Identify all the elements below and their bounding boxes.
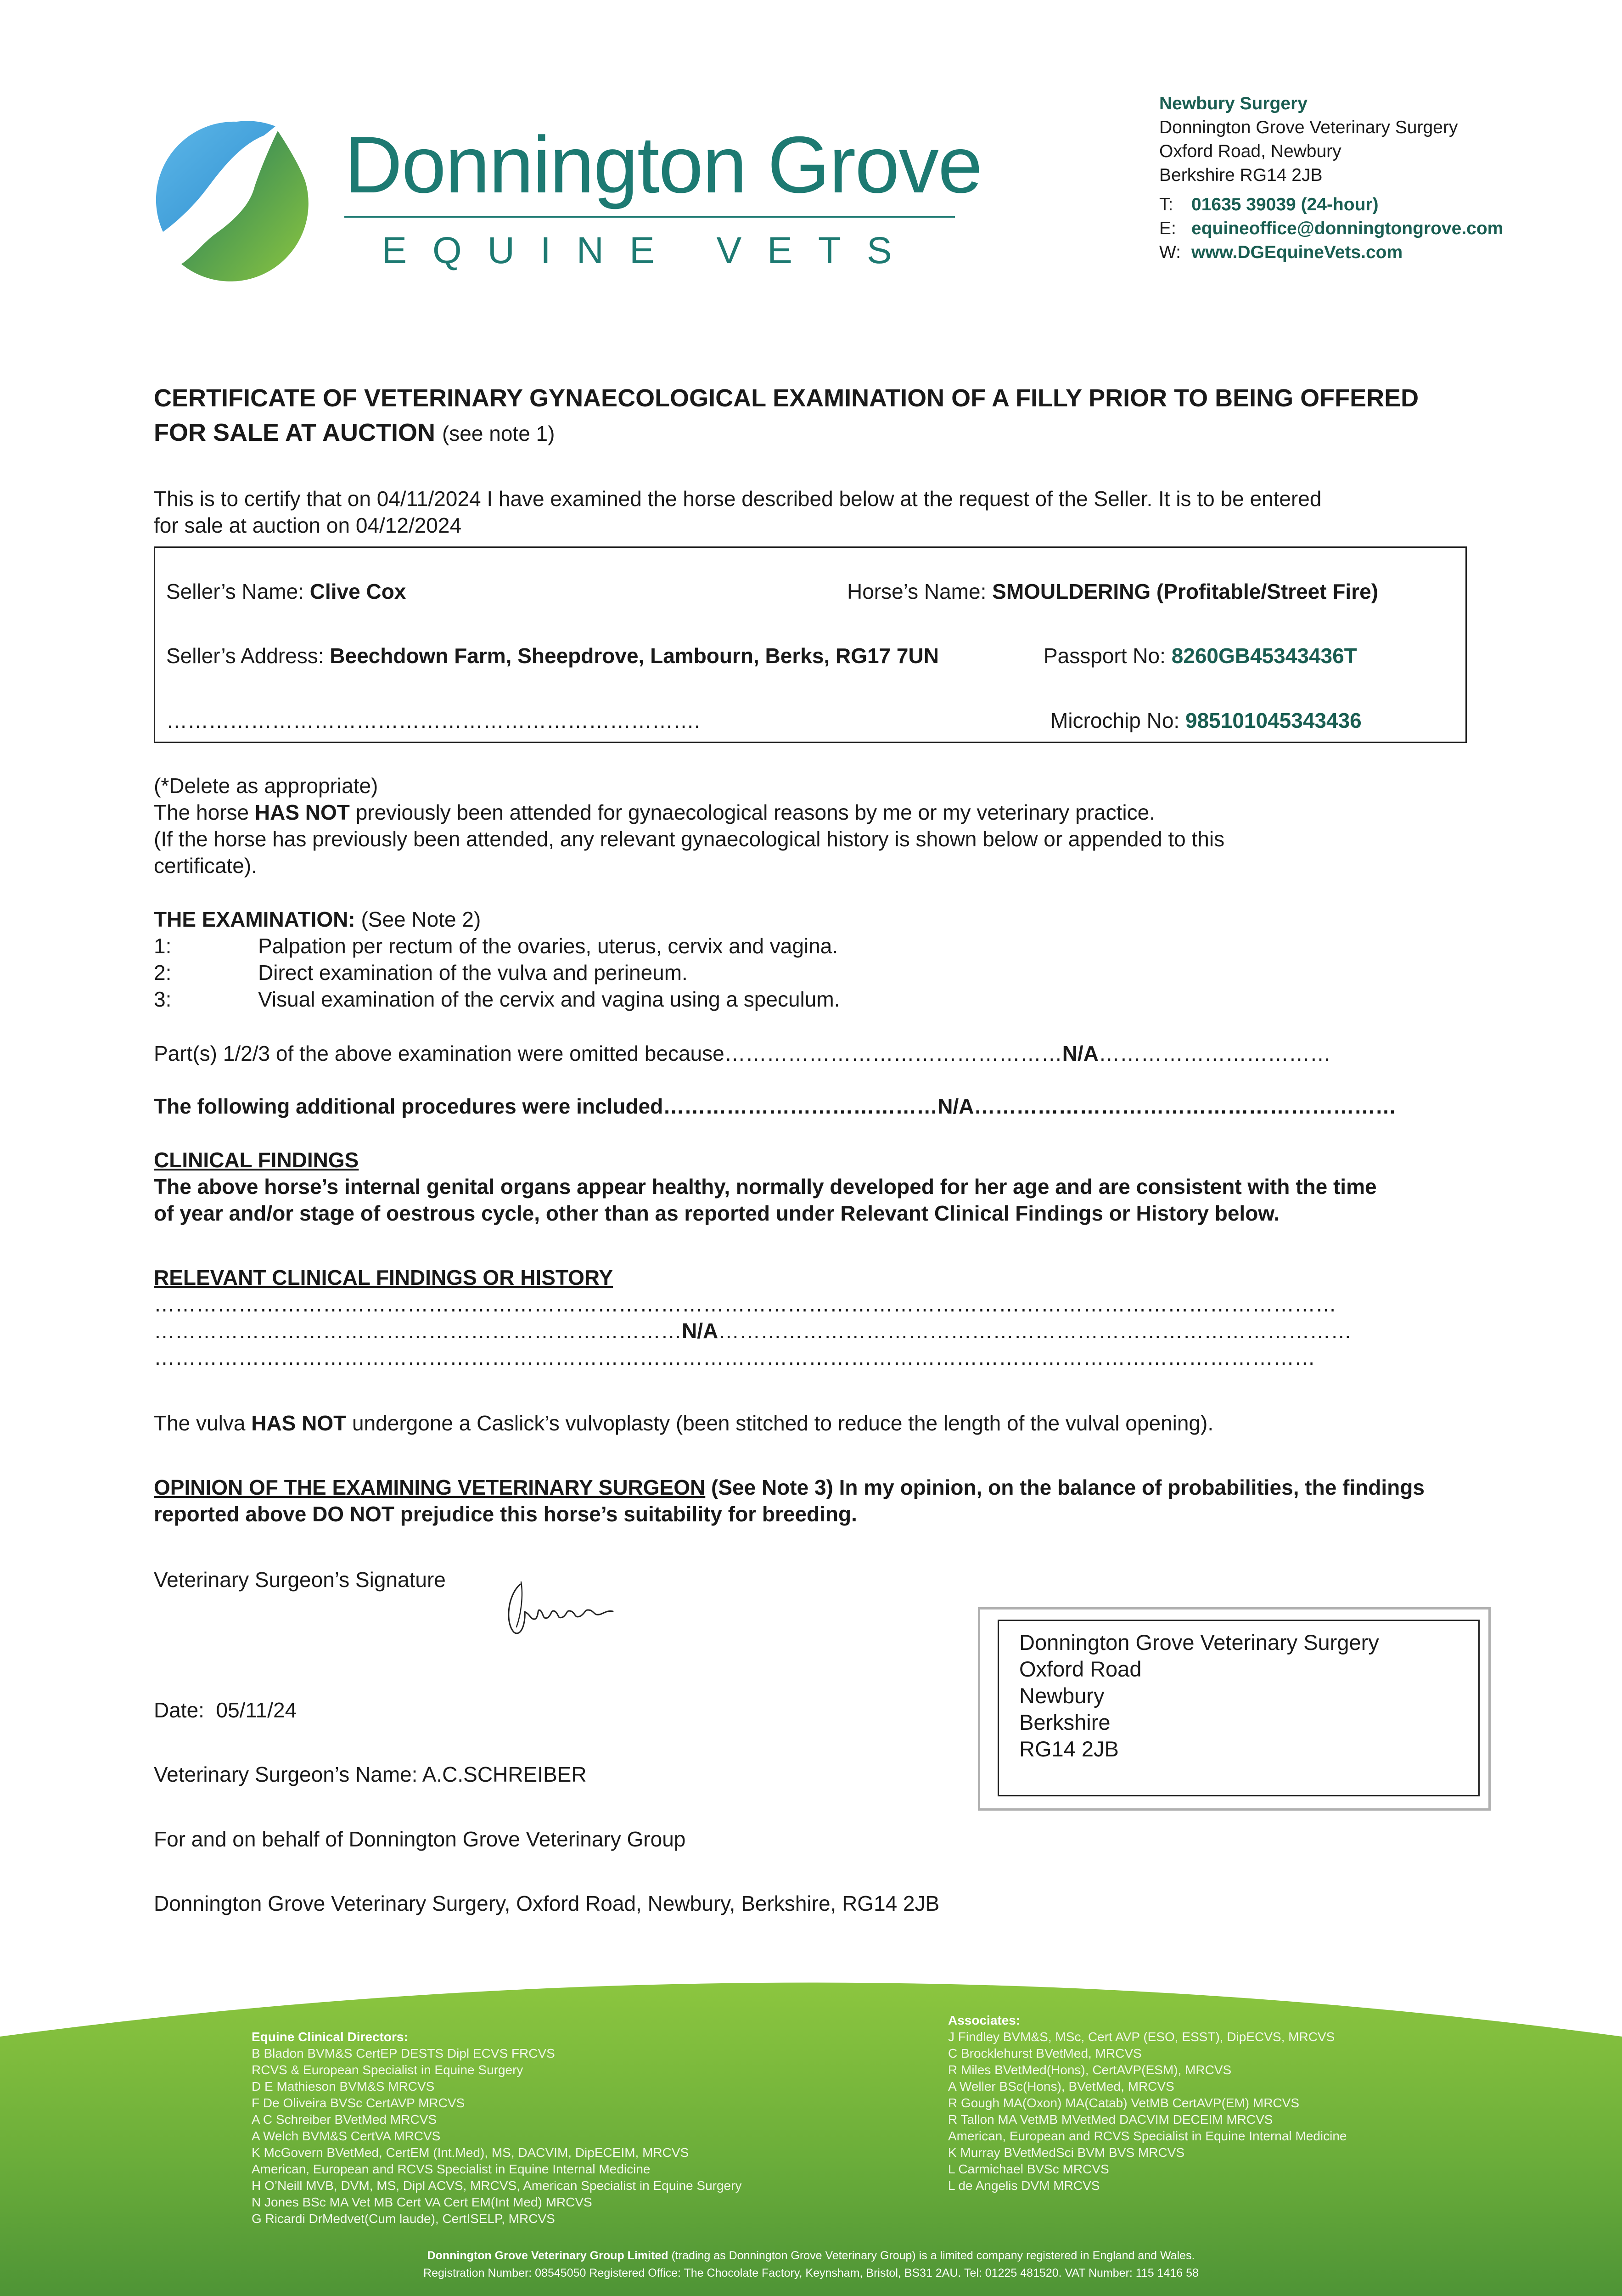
associate-entry: R Miles BVetMed(Hons), CertAVP(ESM), MRCVS bbox=[948, 2063, 1232, 2077]
history-note: certificate). bbox=[154, 854, 257, 878]
attended-status: HAS NOT bbox=[254, 800, 350, 824]
stamp-line: Newbury bbox=[1019, 1683, 1105, 1708]
legal-line: Registration Number: 08545050 Registered Office: The Chocolate Factory, Keynsham, Bristol, BS31 2AU. Tel: 01225 481520. VAT Number: 115 1416 58 bbox=[423, 2267, 1199, 2279]
relevant-findings-heading: RELEVANT CLINICAL FINDINGS OR HISTORY bbox=[154, 1266, 613, 1289]
horse-name-row bbox=[847, 578, 1378, 605]
practice-stamp-text bbox=[1019, 1629, 1379, 1762]
microchip-label: Microchip No: bbox=[1050, 709, 1180, 732]
item-number: 3: bbox=[154, 987, 172, 1011]
certificate-title bbox=[154, 381, 1419, 451]
logo-horse-icon bbox=[154, 117, 319, 282]
vulva-statement bbox=[154, 1410, 1213, 1436]
behalf-line: For and on behalf of Donnington Grove Veterinary Group bbox=[154, 1827, 686, 1851]
director-entry: A C Schreiber BVetMed MRCVS bbox=[252, 2112, 437, 2127]
phone-link[interactable]: 01635 39039 (24-hour) bbox=[1191, 195, 1379, 214]
legal-line: (trading as Donnington Grove Veterinary Group) is a limited company registered in England and Wales. bbox=[671, 2249, 1195, 2262]
phone-label: T: bbox=[1159, 195, 1173, 214]
relevant-dots-line: ………………………………………………………………………………………………………………………………………………… bbox=[154, 1345, 1315, 1369]
vulva-status: HAS NOT bbox=[251, 1411, 347, 1435]
vulva-text: The vulva bbox=[154, 1411, 246, 1435]
directors-heading: Equine Clinical Directors: bbox=[252, 2030, 408, 2044]
associate-entry: J Findley BVM&S, MSc, Cert AVP (ESO, ESST), DipECVS, MRCVS bbox=[948, 2030, 1335, 2044]
omitted-value: N/A bbox=[1062, 1041, 1099, 1065]
stamp-line: Oxford Road bbox=[1019, 1657, 1142, 1681]
horse-name-value: SMOULDERING (Profitable/Street Fire) bbox=[992, 580, 1379, 603]
branch-name: Newbury Surgery bbox=[1159, 94, 1308, 113]
date-value: 05/11/24 bbox=[216, 1698, 297, 1722]
surgeon-value: A.C.SCHREIBER bbox=[422, 1762, 587, 1786]
examination-heading: THE EXAMINATION: bbox=[154, 907, 355, 931]
associate-entry: K Murray BVetMedSci BVM BVS MRCVS bbox=[948, 2145, 1185, 2160]
logo-name: Donnington Grove bbox=[344, 120, 982, 210]
examination-item bbox=[154, 933, 840, 959]
company-name: Donnington Grove Veterinary Group Limited bbox=[427, 2249, 668, 2262]
intro-line: This is to certify that on 04/11/2024 I have examined the horse described below at the request of the Seller. It is to be entered bbox=[154, 487, 1322, 511]
legal-notice bbox=[0, 2247, 1622, 2282]
associate-entry: C Brocklehurst BVetMed, MRCVS bbox=[948, 2046, 1142, 2060]
vulva-text: undergone a Caslick’s vulvoplasty (been stitched to reduce the length of the vulval opening). bbox=[352, 1411, 1214, 1435]
examination-item bbox=[154, 986, 840, 1013]
director-entry: D E Mathieson BVM&S MRCVS bbox=[252, 2079, 435, 2093]
intro-paragraph bbox=[154, 485, 1321, 539]
item-number: 1: bbox=[154, 934, 172, 958]
date-label: Date: bbox=[154, 1698, 204, 1722]
passport-label: Passport No: bbox=[1044, 644, 1166, 668]
intro-line: for sale at auction on 04/12/2024 bbox=[154, 513, 462, 537]
delete-note: (*Delete as appropriate) bbox=[154, 774, 378, 798]
additional-text: The following additional procedures were included………………………………… bbox=[154, 1094, 938, 1118]
surgeon-name-row bbox=[154, 1761, 587, 1788]
omitted-dots: …………………………… bbox=[1098, 1041, 1331, 1065]
passport-row bbox=[1044, 642, 1357, 669]
associate-entry: A Weller BSc(Hons), BVetMed, MRCVS bbox=[948, 2079, 1174, 2093]
director-entry: A Welch BVM&S CertVA MRCVS bbox=[252, 2129, 441, 2143]
relevant-dots-line bbox=[154, 1317, 1352, 1344]
passport-value: 8260GB45343436T bbox=[1171, 644, 1357, 668]
logo-subtitle: EQUINE VETS bbox=[382, 230, 918, 271]
footer-background bbox=[0, 1961, 1622, 2296]
associates-heading: Associates: bbox=[948, 2013, 1021, 2027]
history-section bbox=[154, 772, 1224, 879]
stamp-line: RG14 2JB bbox=[1019, 1737, 1119, 1761]
history-note: (If the horse has previously been attended, any relevant gynaecological history is shown below or appended to this bbox=[154, 827, 1225, 851]
director-entry: F De Oliveira BVSc CertAVP MRCVS bbox=[252, 2096, 465, 2110]
director-entry: B Bladon BVM&S CertEP DESTS Dipl ECVS FRCVS bbox=[252, 2046, 555, 2060]
examination-heading-note: (See Note 2) bbox=[361, 907, 481, 931]
horse-name-label: Horse’s Name: bbox=[847, 580, 987, 603]
findings-line: The above horse’s internal genital organs appear healthy, normally developed for her age and are consistent with the time bbox=[154, 1175, 1377, 1199]
title-note: (see note 1) bbox=[442, 422, 555, 445]
additional-procedures-row bbox=[154, 1093, 1396, 1120]
practice-address-line: Donnington Grove Veterinary Surgery, Oxford Road, Newbury, Berkshire, RG14 2JB bbox=[154, 1891, 940, 1915]
associate-entry: L de Angelis DVM MRCVS bbox=[948, 2178, 1100, 2193]
director-entry: H O’Neill MVB, DVM, MS, Dipl ACVS, MRCVS, American Specialist in Equine Surgery bbox=[252, 2178, 742, 2193]
attended-text: previously been attended for gynaecological reasons by me or my veterinary practice. bbox=[355, 800, 1155, 824]
title-line-2: FOR SALE AT AUCTION bbox=[154, 419, 435, 446]
seller-address-row bbox=[166, 642, 939, 669]
date-row bbox=[154, 1697, 297, 1723]
director-entry: American, European and RCVS Specialist in Equine Internal Medicine bbox=[252, 2162, 651, 2176]
seller-name-row bbox=[166, 578, 406, 605]
signature-image bbox=[503, 1568, 622, 1649]
attended-text: The horse bbox=[154, 800, 249, 824]
directors-list bbox=[252, 2029, 741, 2227]
signature-label: Veterinary Surgeon’s Signature bbox=[154, 1568, 446, 1592]
address-line: Oxford Road, Newbury bbox=[1159, 141, 1341, 161]
opinion-line: reported above DO NOT prejudice this horse’s suitability for breeding. bbox=[154, 1502, 857, 1526]
director-entry: G Ricardi DrMedvet(Cum laude), CertISELP, MRCVS bbox=[252, 2212, 555, 2226]
email-label: E: bbox=[1159, 219, 1176, 238]
seller-address-value: Beechdown Farm, Sheepdrove, Lambourn, Berks, RG17 7UN bbox=[330, 644, 939, 668]
web-link[interactable]: www.DGEquineVets.com bbox=[1191, 242, 1403, 262]
web-label: W: bbox=[1159, 242, 1181, 262]
director-entry: K McGovern BVetMed, CertEM (Int.Med), MS, DACVIM, DipECEIM, MRCVS bbox=[252, 2145, 689, 2160]
stamp-line: Donnington Grove Veterinary Surgery bbox=[1019, 1630, 1379, 1654]
relevant-findings-section bbox=[154, 1264, 1352, 1371]
additional-dots: …………………………………………………… bbox=[974, 1094, 1397, 1118]
associate-entry: American, European and RCVS Specialist in Equine Internal Medicine bbox=[948, 2129, 1347, 2143]
dots: ……………………………………………………………………………… bbox=[718, 1319, 1352, 1343]
opinion-line: (See Note 3) In my opinion, on the balance of probabilities, the findings bbox=[711, 1475, 1425, 1499]
item-text: Palpation per rectum of the ovaries, uterus, cervix and vagina. bbox=[258, 934, 838, 958]
additional-value: N/A bbox=[937, 1094, 974, 1118]
address-line: Donnington Grove Veterinary Surgery bbox=[1159, 118, 1458, 137]
director-entry: N Jones BSc MA Vet MB Cert VA Cert EM(Int Med) MRCVS bbox=[252, 2195, 592, 2209]
item-number: 2: bbox=[154, 961, 172, 985]
omitted-row bbox=[154, 1040, 1331, 1067]
seller-name-label: Seller’s Name: bbox=[166, 580, 304, 603]
dots: ………………………………………………………………… bbox=[154, 1319, 682, 1343]
item-text: Direct examination of the vulva and perineum. bbox=[258, 961, 688, 985]
logo-divider bbox=[344, 216, 955, 218]
title-line-1: CERTIFICATE OF VETERINARY GYNAECOLOGICAL EXAMINATION OF A FILLY PRIOR TO BEING OFFERED bbox=[154, 384, 1419, 412]
opinion-section bbox=[154, 1474, 1425, 1527]
microchip-row bbox=[1050, 707, 1362, 734]
director-entry: RCVS & European Specialist in Equine Surgery bbox=[252, 2063, 523, 2077]
findings-line: of year and/or stage of oestrous cycle, other than as reported under Relevant Clinical Findings or History below. bbox=[154, 1201, 1280, 1225]
associate-entry: L Carmichael BVSc MRCVS bbox=[948, 2162, 1109, 2176]
address-line: Berkshire RG14 2JB bbox=[1159, 165, 1323, 185]
relevant-findings-value: N/A bbox=[682, 1319, 718, 1343]
logo-wordmark bbox=[344, 119, 982, 272]
associate-entry: R Tallon MA VetMB MVetMed DACVIM DECEIM MRCVS bbox=[948, 2112, 1273, 2127]
omitted-text: Part(s) 1/2/3 of the above examination were omitted because………………………………………… bbox=[154, 1041, 1062, 1065]
clinical-findings-section bbox=[154, 1147, 1377, 1227]
item-text: Visual examination of the cervix and vagina using a speculum. bbox=[258, 987, 840, 1011]
stamp-line: Berkshire bbox=[1019, 1710, 1111, 1734]
examination-section bbox=[154, 906, 840, 1013]
microchip-value: 985101045343436 bbox=[1185, 709, 1362, 732]
relevant-dots-line: …………………………………………………………………………………………………………………………………………………… bbox=[154, 1292, 1336, 1316]
seller-name-value: Clive Cox bbox=[309, 580, 406, 603]
clinical-findings-heading: CLINICAL FINDINGS bbox=[154, 1148, 359, 1172]
contact-block bbox=[1159, 92, 1503, 264]
seller-address-label: Seller’s Address: bbox=[166, 644, 324, 668]
associates-list bbox=[948, 2012, 1347, 2194]
email-link[interactable]: equineoffice@donningtongrove.com bbox=[1191, 219, 1504, 238]
address-dots: …………………………………………………………………. bbox=[166, 709, 700, 732]
surgeon-label: Veterinary Surgeon’s Name: bbox=[154, 1762, 418, 1786]
opinion-heading: OPINION OF THE EXAMINING VETERINARY SURGEON bbox=[154, 1475, 706, 1499]
examination-item bbox=[154, 959, 840, 986]
associate-entry: R Gough MA(Oxon) MA(Catab) VetMB CertAVP(EM) MRCVS bbox=[948, 2096, 1299, 2110]
